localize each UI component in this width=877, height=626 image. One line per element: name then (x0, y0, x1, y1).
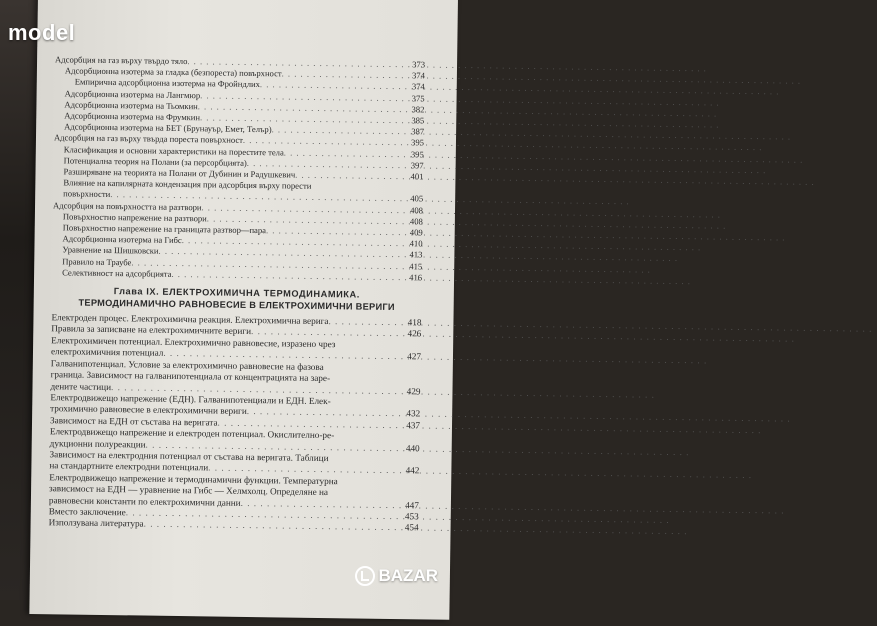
toc-page-number: 413 (409, 249, 423, 260)
toc-page-number: 429 (406, 385, 421, 396)
toc-entry-title: Адсорбция на повърхността на разтвори (52, 199, 202, 212)
book-page (29, 0, 458, 620)
toc-entry-title: Адсорбционна изотерма на Фрумкин (64, 110, 201, 123)
toc-page-number: 416 (409, 272, 423, 283)
chapter-subtitle: ТЕРМОДИНАМИЧНО РАВНОВЕСИЕ В ЕЛЕКТРОХИМИЧНИ ВЕРИГИ (78, 297, 395, 313)
toc-page-number: 397 (410, 160, 424, 171)
toc-page-number: 426 (407, 328, 422, 339)
toc-entry-title: дукционни полуреакции (49, 437, 146, 450)
watermark-text: BAZAR (378, 566, 438, 585)
toc-page-number: 409 (409, 227, 423, 238)
toc-entry-title: електрохимичния потенциал (50, 346, 164, 359)
toc-entry-title: Влияние на капилярната кондензация при адсорбция върху порести (63, 177, 312, 192)
toc-entry-title: равновесни константи по електрохимични данни (48, 494, 241, 508)
toc-entry-title: Разширяване на теорията на Полани от Дубинин и Радушкевич (63, 166, 296, 180)
toc-entry-title: Зависимост на ЕДН от състава на веригата (49, 414, 218, 428)
toc-entry-title: Класификация и основни характеристики на порестите тела (63, 144, 284, 158)
toc-entry-title: Повърхностно напрежение на границата разтвор—пара (62, 222, 267, 236)
toc-entry-title: Вместо заключение (48, 506, 126, 518)
bazar-logo-icon (355, 566, 375, 586)
toc-page-number: 375 (411, 92, 425, 104)
toc-page-number: 395 (411, 137, 425, 148)
dot-leader (144, 519, 403, 534)
toc-entry-title: зависимост на ЕДН — уравнение на Гибс — Хелмхолц. Определяне на (49, 483, 329, 498)
toc-page-number: 418 (407, 317, 422, 328)
dot-leader (171, 269, 407, 283)
toc-entry-title: Правило на Траубе (62, 256, 132, 267)
toc-entry-title: Уравнение на Шишковски (62, 244, 159, 257)
toc-page-number: 395 (410, 148, 424, 160)
toc-entry-title: трохимично равновесие в електрохимични вериги (50, 403, 247, 417)
toc-entry-title: Електродвижещо напрежение и термодинамични функции. Температурна (49, 471, 338, 486)
toc-entry-title: граница. Зависимост на галванипотенциала от концентрацията на заре- (50, 369, 331, 384)
toc-section-adsorption (52, 54, 425, 283)
toc-entry-title: Селективност на адсорбцията (62, 267, 172, 279)
toc-page-number: 373 (412, 59, 426, 70)
toc-entry-title: Адсорбционна изотерма на Лангмюр (64, 87, 201, 100)
toc-entry-title: Използувана литература (48, 517, 144, 529)
toc-entry-title: Електродвижещо напрежение (ЕДН). Галванипотенциали и ЕДН. Елек- (50, 392, 331, 407)
toc-page-number: 408 (409, 216, 423, 227)
toc-page-number: 440 (405, 442, 420, 453)
toc-page-number: 405 (410, 193, 424, 204)
toc-page-number: 437 (406, 419, 421, 431)
toc-page-number: 408 (410, 204, 424, 216)
toc-entry-title: Адсорбция на газ върху твърдо тяло (55, 54, 188, 67)
chapter-heading (52, 284, 422, 313)
bazar-watermark (355, 566, 439, 586)
toc-entry-title: Правила за записване на електрохимичните вериги (51, 323, 252, 337)
toc-entry-title: Адсорбционна изотерма на БЕТ (Брунауър, Емет, Телър) (64, 121, 272, 135)
toc-page-number: 385 (411, 115, 425, 126)
toc-page-number: 453 (404, 511, 419, 522)
dot-leader (295, 170, 409, 183)
toc-page-number: 401 (410, 171, 424, 182)
toc-page-number: 427 (407, 351, 422, 362)
toc-page-number: 410 (409, 238, 423, 249)
toc-page-number: 415 (409, 260, 423, 272)
toc-entry-title: Електродвижещо напрежение и електроден потенциал. Окислително-ре- (49, 426, 335, 441)
toc-page-number: 387 (411, 126, 425, 137)
toc-entry-title: повърхности (63, 188, 111, 200)
toc-entry-title: Галванипотенциал. Условие за електрохимично равновесие на фазова (50, 357, 324, 372)
toc-entry-title: Зависимост на електродния потенциал от състава на веригата. Таблици (49, 449, 329, 464)
chapter-title: Глава IX. ЕЛЕКТРОХИМИЧНА ТЕРМОДИНАМИКА. (113, 286, 360, 300)
toc-page-number: 382 (411, 104, 425, 115)
brand-logo: model (8, 20, 76, 45)
toc-section-electrochemistry (49, 312, 422, 534)
toc-page-number: 454 (404, 522, 419, 533)
toc-page-number: 374 (411, 70, 425, 81)
toc-page-number: 374 (411, 81, 425, 92)
toc-entry-title: дените частици (50, 380, 112, 392)
toc-page-number: 432 (406, 408, 421, 419)
toc-entry-title: на стандартните електродни потенциали (49, 460, 209, 473)
toc-page-number: 442 (405, 465, 420, 476)
toc-entry-title: Адсорбционна изотерма на Тьомкин (64, 99, 198, 112)
toc-page-number: 447 (405, 499, 419, 510)
toc-entry-title: Емпирична адсорбционна изотерма на Фройндлих (74, 76, 261, 90)
table-of-contents (49, 54, 426, 534)
toc-entry-title: Повърхностно напрежение на разтвори (62, 211, 207, 224)
toc-entry-title: Адсорбционна изотерма на Гибс (62, 233, 182, 246)
toc-entry-title: Електрохимичен потенциал. Електрохимично равновесие, изразено чрез (51, 335, 336, 350)
toc-entry-title: Електроден процес. Електрохимична реакция. Електрохимична верига (51, 312, 329, 327)
toc-entry-title: Адсорбция на газ върху твърда пореста повърхност (53, 132, 244, 146)
toc-entry-title: Потенциална теория на Полани (за персорбцията) (63, 155, 247, 168)
toc-entry-title: Адсорбционна изотерма за гладка (безпореста) повърхност (64, 65, 282, 79)
